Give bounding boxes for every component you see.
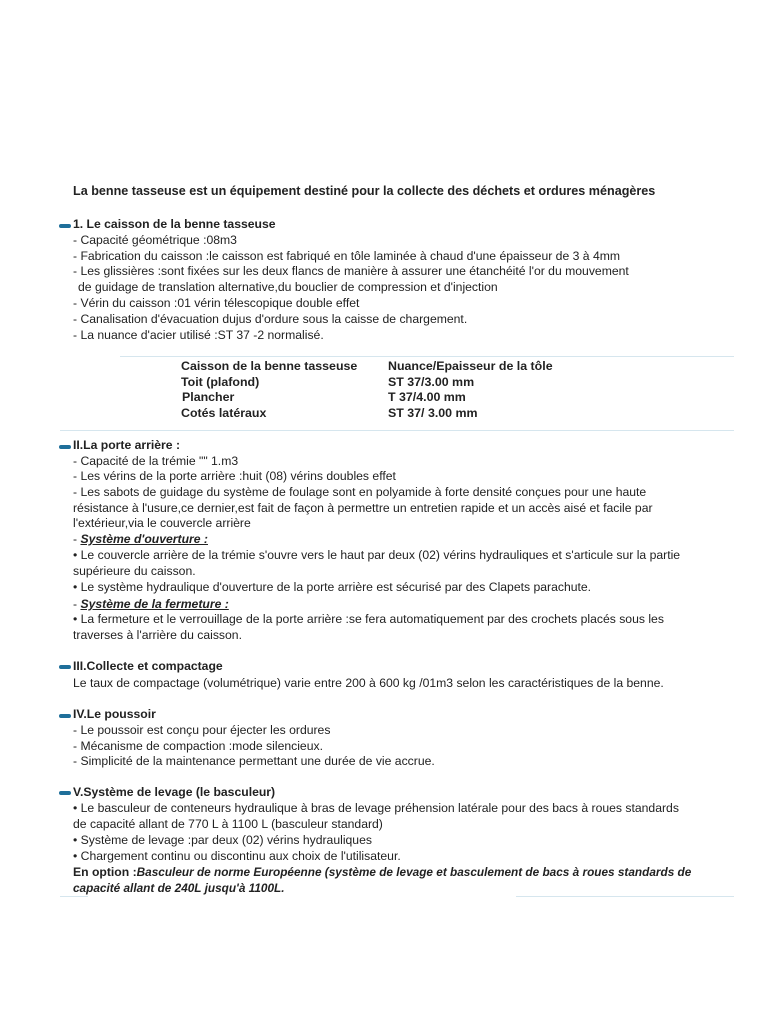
section-4-line: - Mécanisme de compaction :mode silencieux. <box>73 739 323 753</box>
section-5-title: V.Système de levage (le basculeur) <box>73 785 276 799</box>
option-label: En option : <box>73 865 137 879</box>
section-2-line: - Les sabots de guidage du système de foulage sont en polyamide à forte densité conçues pour une haute <box>73 485 647 499</box>
divider <box>516 896 734 897</box>
section-2-line: - Capacité de la trémie "" 1.m3 <box>73 454 239 468</box>
section-3-line: Le taux de compactage (volumétrique) varie entre 200 à 600 kg /01m3 selon les caractéristiques de la benne. <box>73 676 664 690</box>
section-5-line: • Le basculeur de conteneurs hydraulique à bras de levage préhension latérale pour des bacs à roues standards <box>73 801 679 815</box>
fermeture-title: Système de la fermeture : <box>80 597 229 611</box>
document-intro: La benne tasseuse est un équipement destiné pour la collecte des déchets et ordures ménagères <box>73 184 656 198</box>
section-1-line: - Vérin du caisson :01 vérin télescopique double effet <box>73 296 360 310</box>
section-1-line: de guidage de translation alternative,du bouclier de compression et d'injection <box>78 280 498 294</box>
section-4-line: - Simplicité de la maintenance permettant une durée de vie accrue. <box>73 754 435 768</box>
section-3-title: III.Collecte et compactage <box>73 659 223 673</box>
divider <box>60 896 88 897</box>
section-1-line: - Canalisation d'évacuation dujus d'ordure sous la caisse de chargement. <box>73 312 468 326</box>
heading-prefix: - <box>73 532 81 546</box>
section-5-line: • Chargement continu ou discontinu aux choix de l'utilisateur. <box>73 849 401 863</box>
section-bullet-icon <box>59 224 71 228</box>
table-cell: Plancher <box>182 390 235 404</box>
option-line <box>73 865 691 880</box>
section-1-line: - La nuance d'acier utilisé :ST 37 -2 normalisé. <box>73 328 324 342</box>
table-cell: Toit (plafond) <box>181 375 260 389</box>
section-4-title: IV.Le poussoir <box>73 707 156 721</box>
section-bullet-icon <box>59 665 71 669</box>
option-text: Basculeur de norme Européenne (système de levage et basculement de bacs à roues standards de <box>136 865 692 879</box>
section-2-line: l'extérieur,via le couvercle arrière <box>73 516 251 530</box>
section-1-line: - Les glissières :sont fixées sur les deux flancs de manière à assurer une étanchéité l'or du mouvement <box>73 264 629 278</box>
ouverture-heading <box>73 532 208 547</box>
fermeture-line: traverses à l'arrière du caisson. <box>73 628 242 642</box>
section-4-line: - Le poussoir est conçu pour éjecter les ordures <box>73 723 331 737</box>
ouverture-line: supérieure du caisson. <box>73 564 196 578</box>
table-cell: T 37/4.00 mm <box>388 390 466 404</box>
divider <box>60 430 734 431</box>
section-2-title: II.La porte arrière : <box>73 438 181 452</box>
section-5-line: de capacité allant de 770 L à 1100 L (basculeur standard) <box>73 817 383 831</box>
ouverture-line: • Le système hydraulique d'ouverture de la porte arrière est sécurisé par des Clapets parachute. <box>73 580 592 594</box>
heading-prefix: - <box>73 597 81 611</box>
ouverture-line: • Le couvercle arrière de la trémie s'ouvre vers le haut par deux (02) vérins hydrauliques et s'articule sur la partie <box>73 548 681 562</box>
table-cell: ST 37/3.00 mm <box>388 375 475 389</box>
ouverture-title: Système d'ouverture : <box>80 532 208 546</box>
section-bullet-icon <box>59 445 71 449</box>
table-header: Nuance/Epaisseur de la tôle <box>388 359 553 373</box>
section-2-line: - Les vérins de la porte arrière :huit (08) vérins doubles effet <box>73 469 396 483</box>
section-bullet-icon <box>59 791 71 795</box>
section-5-line: • Système de levage :par deux (02) vérins hydrauliques <box>73 833 372 847</box>
table-cell: Cotés latéraux <box>181 406 267 420</box>
section-1-line: - Fabrication du caisson :le caisson est fabriqué en tôle laminée à chaud d'une épaisseur de 3 à 4mm <box>73 249 621 263</box>
option-text-continued: capacité allant de 240L jusqu'à 1100L. <box>73 881 285 895</box>
table-cell: ST 37/ 3.00 mm <box>388 406 478 420</box>
section-2-line: résistance à l'usure,ce dernier,est fait de façon à permettre un entretien rapide et un accès aisé et facile par <box>73 501 653 515</box>
fermeture-line: • La fermeture et le verrouillage de la porte arrière :se fera automatiquement par des crochets placés sous les <box>73 612 664 626</box>
table-header: Caisson de la benne tasseuse <box>181 359 358 373</box>
section-1-title: 1. Le caisson de la benne tasseuse <box>73 217 276 231</box>
section-bullet-icon <box>59 714 71 718</box>
divider <box>120 356 734 357</box>
fermeture-heading <box>73 597 229 612</box>
section-1-line: - Capacité géométrique :08m3 <box>73 233 237 247</box>
